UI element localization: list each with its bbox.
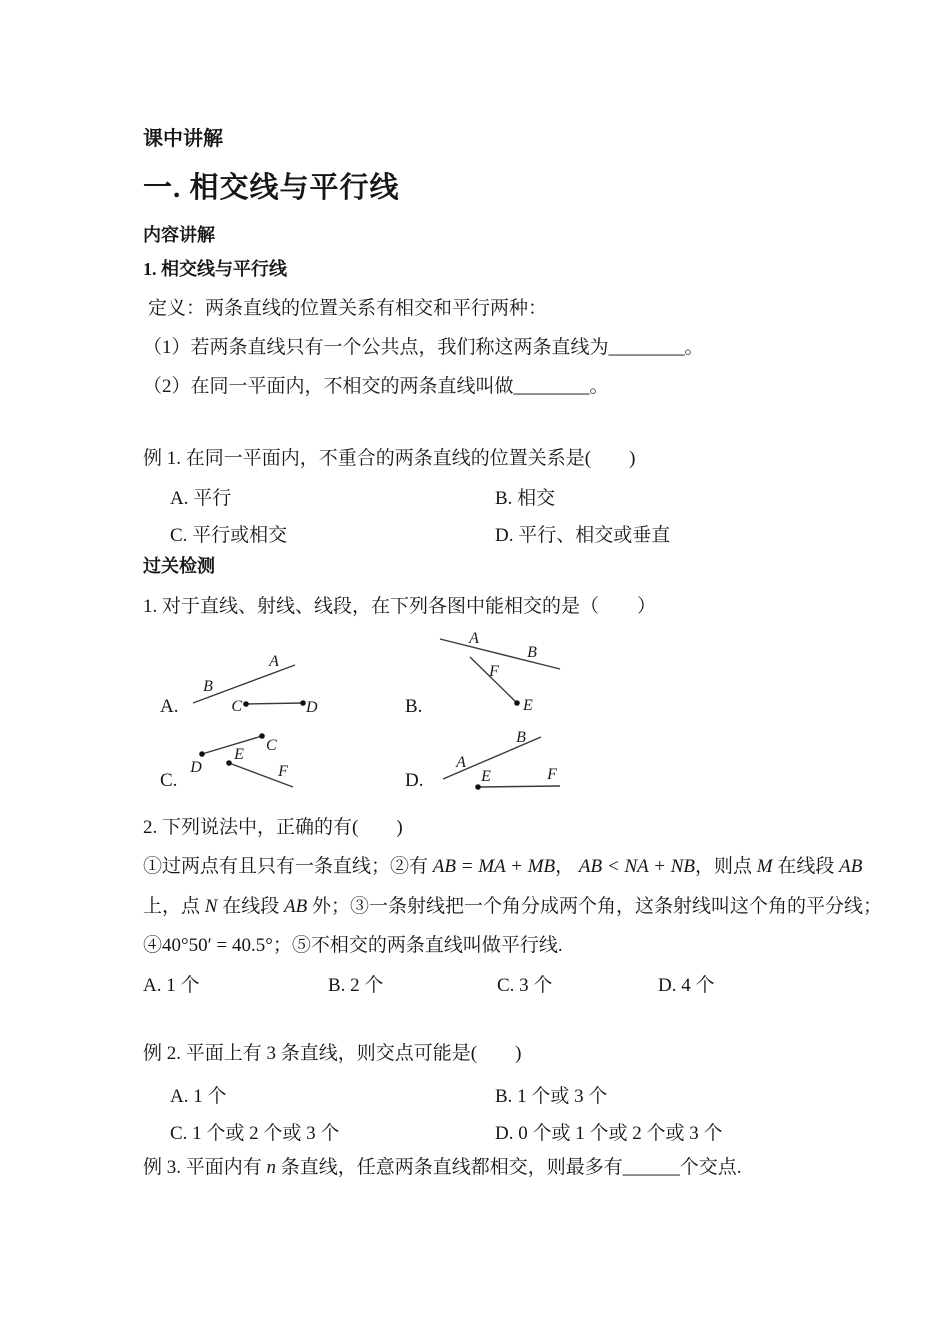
segment-dc [202, 736, 262, 754]
checkpoint-heading: 过关检测 [143, 556, 215, 576]
q1-stem: 1. 对于直线、射线、线段，在下列各图中能相交的是（ ） [143, 596, 657, 617]
q2-l1-math-3: M [756, 856, 773, 877]
endpoint-dot-e [226, 760, 232, 766]
example3-text-1: 例 3. 平面内有 [143, 1157, 267, 1178]
example1-option-c: C. 平行或相交 [170, 525, 288, 546]
figure-c-label: C. [160, 770, 178, 791]
figure-d-label: D. [405, 770, 424, 791]
line-ab [440, 639, 560, 669]
q2-l1-math-4: AB [839, 856, 863, 877]
example2-stem: 例 2. 平面上有 3 条直线，则交点可能是( ) [143, 1043, 522, 1064]
q2-l1-text-3: ，则点 [695, 856, 757, 877]
figure-c [183, 723, 308, 795]
example2-option-b: B. 1 个或 3 个 [495, 1086, 608, 1107]
endpoint-dot-d [300, 700, 306, 706]
q2-l2-math-2: AB [283, 896, 308, 917]
figure-b-label: B. [405, 696, 423, 717]
definition-line: 定义：两条直线的位置关系有相交和平行两种： [148, 298, 548, 319]
q2-statement-line-1 [143, 855, 862, 879]
example2-option-c: C. 1 个或 2 个或 3 个 [170, 1123, 340, 1144]
segment-cd [246, 703, 303, 704]
point-label-b: B [516, 729, 526, 746]
figure-d [428, 723, 573, 795]
section-heading: 一. 相交线与平行线 [143, 172, 400, 204]
point-label-d: D [190, 759, 202, 776]
point-label-b: B [527, 644, 537, 661]
q2-l1-text-4: 在线段 [772, 856, 840, 877]
q2-option-c: C. 3 个 [497, 975, 553, 996]
point-label-f: F [278, 763, 288, 780]
q2-l1-math-1: AB = MA + MB [432, 856, 556, 877]
q2-l2-text-3: 外；③一条射线把一个角分成两个角，这条射线叫这个角的平分线； [307, 896, 882, 917]
point-label-e: E [234, 746, 244, 763]
example2-option-d: D. 0 个或 1 个或 2 个或 3 个 [495, 1123, 723, 1144]
example1-option-d: D. 平行、相交或垂直 [495, 525, 671, 546]
q2-option-b: B. 2 个 [328, 975, 384, 996]
endpoint-dot-e [475, 784, 481, 790]
example3-stem [143, 1156, 742, 1180]
content-subheading: 内容讲解 [143, 225, 215, 245]
q2-l3-text-2: ；⑤不相交的两条直线叫做平行线. [272, 935, 563, 956]
definition-item-1: （1）若两条直线只有一个公共点，我们称这两条直线为________。 [143, 337, 704, 358]
definition-item-2: （2）在同一平面内，不相交的两条直线叫做________。 [143, 376, 609, 397]
point-label-e: E [523, 697, 533, 714]
point-label-e: E [481, 768, 491, 785]
example3-text-2: 条直线，任意两条直线都相交，则最多有______个交点. [276, 1157, 742, 1178]
ray-ef [478, 786, 560, 787]
point-label-a: A [456, 754, 466, 771]
endpoint-dot-e [514, 700, 520, 706]
q2-option-d: D. 4 个 [658, 975, 715, 996]
point-label-c: C [231, 698, 242, 715]
point-label-c: C [266, 737, 277, 754]
point-label-f: F [547, 766, 557, 783]
figure-a-label: A. [160, 696, 179, 717]
q2-l2-math-1: N [204, 896, 218, 917]
example1-option-a: A. 平行 [170, 488, 232, 509]
figure-a [183, 643, 328, 718]
q2-statement-line-3 [143, 934, 563, 958]
example3-math-n: n [266, 1157, 277, 1178]
q2-l2-text-2: 在线段 [217, 896, 284, 917]
q2-option-a: A. 1 个 [143, 975, 200, 996]
point-label-b: B [203, 678, 213, 695]
example1-stem: 例 1. 在同一平面内，不重合的两条直线的位置关系是( ) [143, 448, 636, 469]
q2-l3-math-1: 40°50′ = 40.5° [162, 935, 273, 956]
q2-l1-text-2: ， [555, 856, 579, 877]
doc-kicker: 课中讲解 [143, 128, 223, 150]
endpoint-dot-c [259, 733, 265, 739]
point-label-d: D [306, 699, 318, 716]
example2-option-a: A. 1 个 [170, 1086, 227, 1107]
q2-l1-text-1: ①过两点有且只有一条直线；②有 [143, 856, 433, 877]
q2-l2-text-1: 上，点 [143, 896, 205, 917]
topic-subheading: 1. 相交线与平行线 [143, 259, 287, 279]
point-label-a: A [269, 653, 279, 670]
figure-b [428, 628, 573, 713]
endpoint-dot-c [243, 701, 249, 707]
point-label-a: A [469, 630, 479, 647]
endpoint-dot-d [199, 751, 205, 757]
q2-l3-text-1: ④ [143, 935, 163, 956]
q2-statement-line-2 [143, 895, 882, 919]
example1-option-b: B. 相交 [495, 488, 556, 509]
point-label-f: F [489, 663, 499, 680]
q2-stem: 2. 下列说法中，正确的有( ) [143, 817, 403, 838]
q2-l1-math-2: AB < NA + NB [578, 856, 695, 877]
